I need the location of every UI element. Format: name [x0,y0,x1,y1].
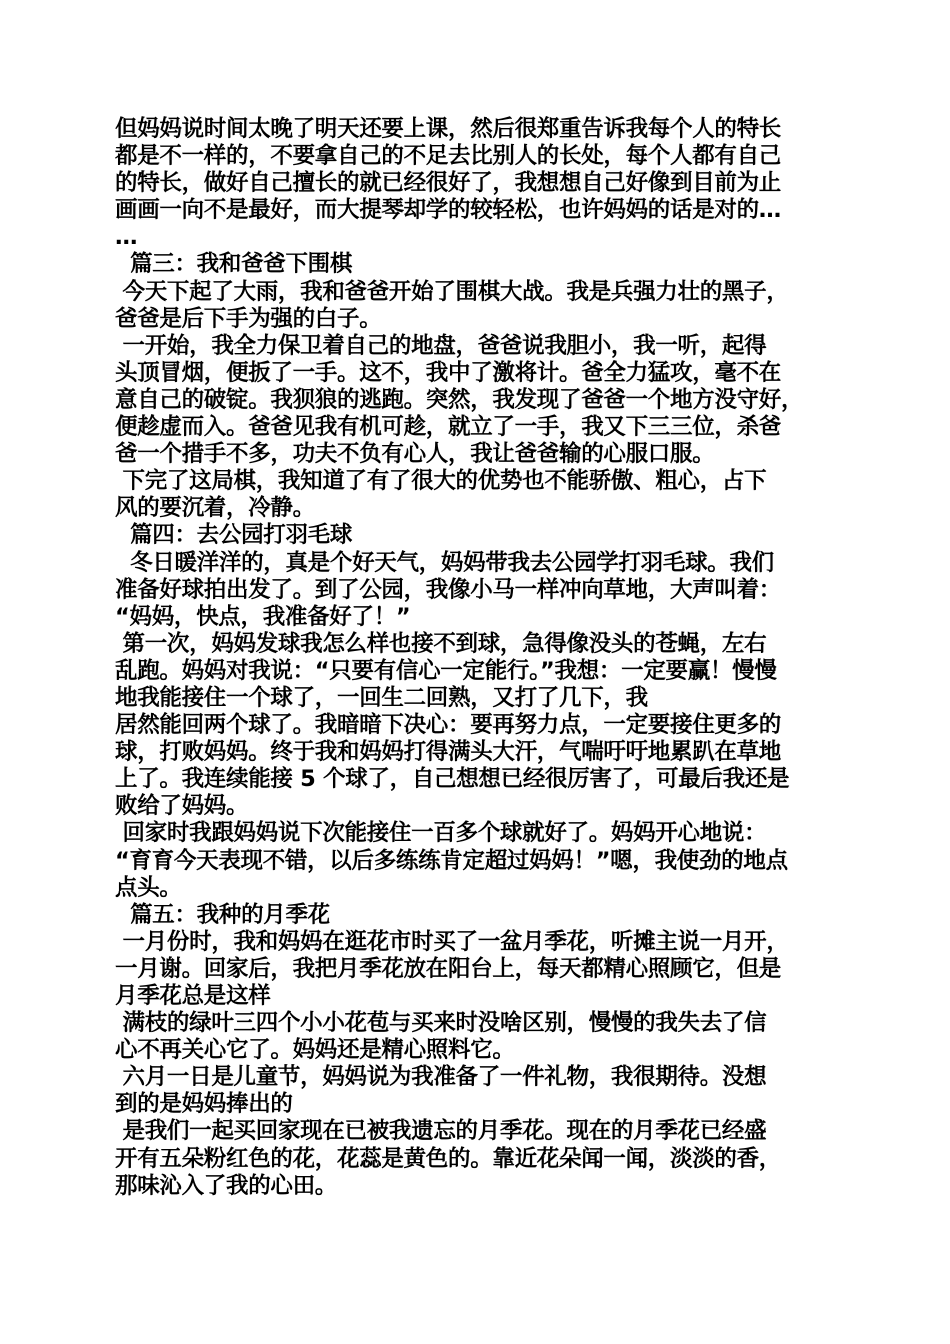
text-line: 便趁虚而入。爸爸见我有机可趁，就立了一手，我又下三三位，杀爸 [115,414,782,441]
text-line: 满枝的绿叶三四个小小花苞与买来时没啥区别，慢慢的我失去了信 [115,1010,767,1037]
text-line: 冬日暖洋洋的，真是个好天气，妈妈带我去公园学打羽毛球。我们 [115,549,774,576]
text-line: … [115,224,138,251]
text-line: 第一次，妈妈发球我怎么样也接不到球，急得像没头的苍蝇，左右 [115,630,767,657]
text-line: 是我们一起买回家现在已被我遗忘的月季花。现在的月季花已经盛 [115,1118,767,1145]
text-line: 头顶冒烟，便扳了一手。这不，我中了激将计。爸全力猛攻，毫不在 [115,359,782,386]
text-line: 但妈妈说时间太晚了明天还要上课，然后很郑重告诉我每个人的特长 [115,116,782,142]
text-line: 心不再关心它了。妈妈还是精心照料它。 [115,1037,515,1064]
text-line: 准备好球拍出发了。到了公园，我像小马一样冲向草地，大声叫着： [115,576,782,603]
text-line: 风的要沉着，冷静。 [115,495,315,522]
text-line: 地我能接住一个球了，一回生二回熟，又打了几下，我 [115,684,648,711]
text-line: 一月谢。回家后，我把月季花放在阳台上，每天都精心照顾它，但是 [115,955,782,982]
text-line: 居然能回两个球了。我暗暗下决心：要再努力点，一定要接住更多的 [115,712,782,739]
section-heading: 篇三：我和爸爸下围棋 [115,251,353,278]
text-line: 到的是妈妈捧出的 [115,1091,293,1118]
section-heading: 篇四：去公园打羽毛球 [115,522,353,549]
text-line: 画画一向不是最好，而大提琴却学的较轻松，也许妈妈的话是对的… [115,197,782,224]
text-line: 的特长，做好自己擅长的就已经很好了，我想想自己好像到目前为止 [115,170,782,197]
text-line: 开有五朵粉红色的花，花蕊是黄色的。靠近花朵闻一闻，淡淡的香， [115,1145,782,1172]
text-line: 都是不一样的，不要拿自己的不足去比别人的长处，每个人都有自己 [115,143,782,170]
text-line: 那味沁入了我的心田。 [115,1172,338,1199]
text-line: 乱跑。妈妈对我说：“只要有信心一定能行。”我想：一定要赢！慢慢 [115,657,777,684]
text-line: 一月份时，我和妈妈在逛花市时买了一盆月季花，听摊主说一月开， [115,928,789,955]
text-line: 月季花总是这样 [115,983,271,1009]
text-line: 意自己的破锭。我狈狼的逃跑。突然，我发现了爸爸一个地方没守好， [115,386,804,413]
text-line: 点头。 [115,874,182,901]
text-line: 六月一日是儿童节，妈妈说为我准备了一件礼物，我很期待。没想 [115,1064,767,1091]
section-heading: 篇五：我种的月季花 [115,901,330,928]
text-line: 上了。我连续能接 5 个球了，自己想想已经很厉害了，可最后我还是 [115,766,790,793]
text-line: 今天下起了大雨，我和爸爸开始了围棋大战。我是兵强力壮的黑子， [115,278,789,305]
text-line: “妈妈，快点，我准备好了！” [115,603,411,630]
document-body [115,116,850,1200]
text-line: 球，打败妈妈。终于我和妈妈打得满头大汗，气喘吁吁地累趴在草地 [115,739,782,766]
text-line: 爸爸是后下手为强的白子。 [115,305,382,332]
text-line: 爸一个措手不多，功夫不负有心人，我让爸爸输的心服口服。 [115,441,715,468]
text-line: “育育今天表现不错，以后多练练肯定超过妈妈！”嗯，我使劲的地点 [115,847,788,874]
text-line: 一开始，我全力保卫着自己的地盘，爸爸说我胆小，我一听，起得 [115,332,767,359]
text-line: 下完了这局棋，我知道了有了很大的优势也不能骄傲、粗心，占下 [115,468,767,495]
text-line: 回家时我跟妈妈说下次能接住一百多个球就好了。妈妈开心地说： [115,820,767,847]
text-line: 败给了妈妈。 [115,793,249,820]
